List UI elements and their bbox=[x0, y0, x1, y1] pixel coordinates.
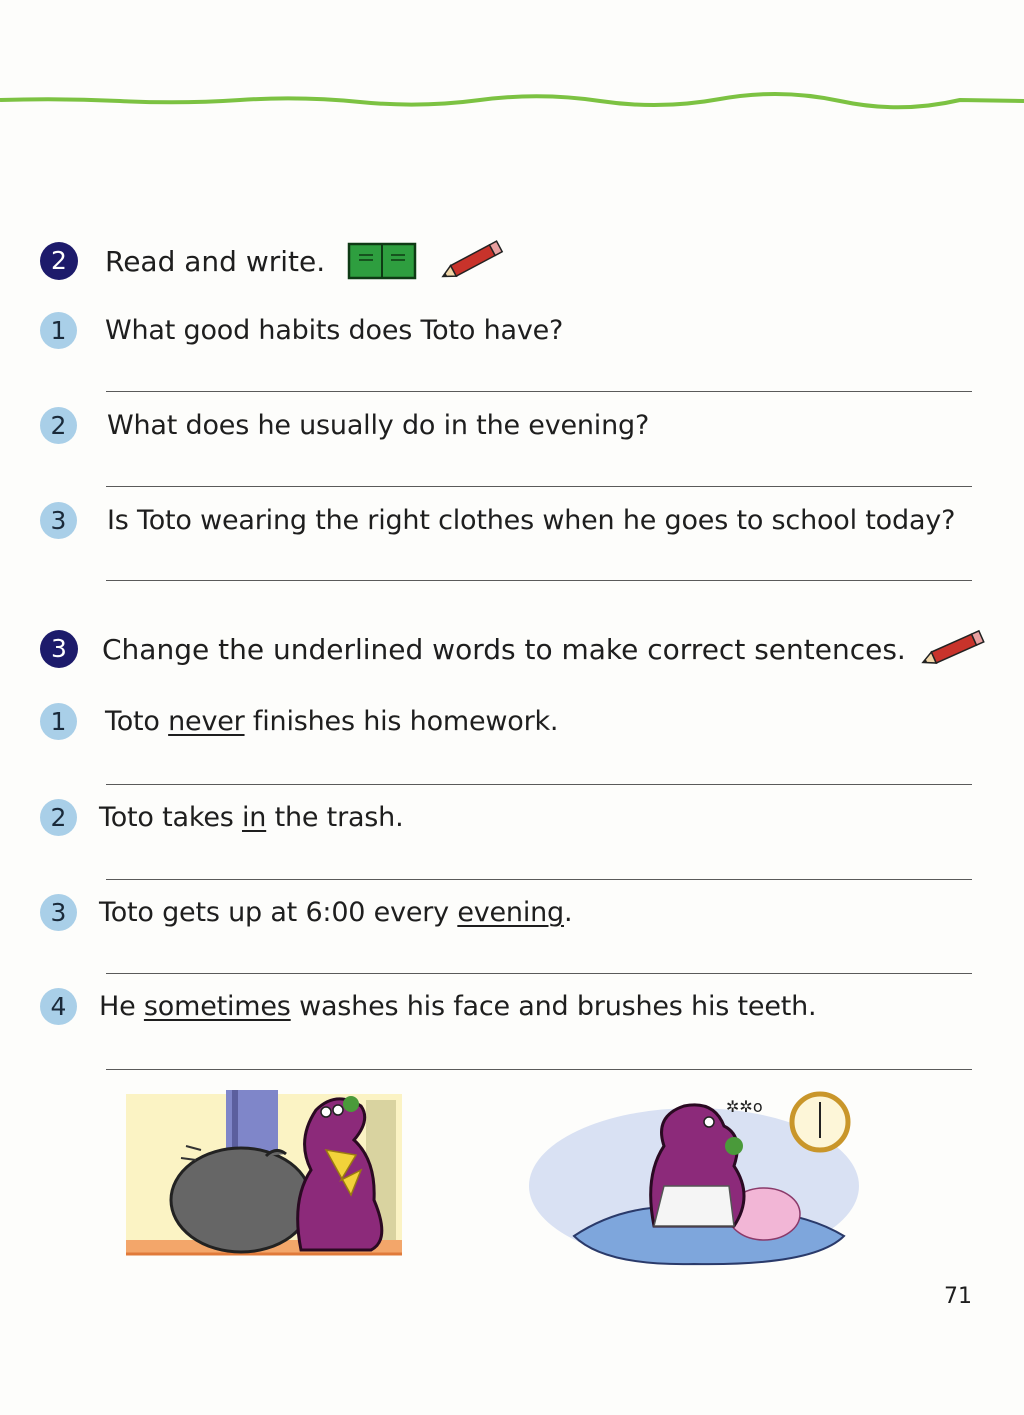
answer-line-s2-q3[interactable] bbox=[106, 580, 972, 581]
answer-line-s3-3[interactable] bbox=[106, 973, 972, 974]
sentence-text-before: Toto bbox=[105, 706, 169, 737]
section-2-question-1 bbox=[40, 312, 563, 349]
section-2-question-3 bbox=[40, 502, 955, 539]
section-3-sentence-1 bbox=[40, 703, 558, 740]
book-icon bbox=[347, 241, 417, 281]
section-3-title: Change the underlined words to make correct sentences. bbox=[102, 632, 906, 666]
section-2-question-2 bbox=[40, 407, 649, 444]
sentence-number: 2 bbox=[40, 799, 77, 836]
sentence-text bbox=[105, 706, 558, 737]
section-2-header bbox=[40, 240, 509, 282]
section-2-number: 2 bbox=[40, 242, 78, 280]
answer-line-s3-4[interactable] bbox=[106, 1069, 972, 1070]
question-text: What good habits does Toto have? bbox=[105, 315, 564, 346]
sentence-text bbox=[99, 802, 403, 833]
top-green-rule bbox=[0, 90, 1024, 114]
illustration-toto-bed bbox=[514, 1086, 860, 1270]
sentence-text-after: the trash. bbox=[266, 802, 404, 833]
question-number: 1 bbox=[40, 312, 77, 349]
question-text: What does he usually do in the evening? bbox=[107, 410, 650, 441]
answer-line-s2-q2[interactable] bbox=[106, 486, 972, 487]
pencil-icon bbox=[916, 628, 990, 670]
answer-line-s3-2[interactable] bbox=[106, 879, 972, 880]
sentence-text bbox=[99, 897, 572, 928]
sentence-text-after: washes his face and brushes his teeth. bbox=[290, 991, 817, 1022]
section-3-header bbox=[40, 628, 990, 670]
pencil-icon bbox=[435, 240, 509, 282]
question-text: Is Toto wearing the right clothes when he goes to school today? bbox=[107, 505, 956, 536]
illustration-toto-trash bbox=[126, 1090, 402, 1258]
question-number: 3 bbox=[40, 502, 77, 539]
underlined-word: sometimes bbox=[143, 991, 291, 1022]
sentence-text-before: Toto takes bbox=[99, 802, 242, 833]
question-number: 2 bbox=[40, 407, 77, 444]
answer-line-s2-q1[interactable] bbox=[106, 391, 972, 392]
section-3-sentence-4 bbox=[40, 988, 816, 1025]
svg-text:✲✲o: ✲✲o bbox=[726, 1097, 763, 1116]
sentence-text-before: Toto gets up at 6:00 every bbox=[99, 897, 458, 928]
section-3-sentence-2 bbox=[40, 799, 403, 836]
underlined-word: evening bbox=[457, 897, 564, 928]
section-3-number: 3 bbox=[40, 630, 78, 668]
underlined-word: never bbox=[168, 706, 245, 737]
underlined-word: in bbox=[241, 802, 267, 833]
sentence-text bbox=[99, 991, 816, 1022]
section-2-title: Read and write. bbox=[105, 244, 326, 278]
page-number: 71 bbox=[944, 1284, 972, 1309]
sentence-text-after: finishes his homework. bbox=[244, 706, 559, 737]
sentence-text-before: He bbox=[99, 991, 144, 1022]
section-3-sentence-3 bbox=[40, 894, 572, 931]
answer-line-s3-1[interactable] bbox=[106, 784, 972, 785]
sentence-number: 4 bbox=[40, 988, 77, 1025]
sentence-number: 3 bbox=[40, 894, 77, 931]
sentence-number: 1 bbox=[40, 703, 77, 740]
sentence-text-after: . bbox=[564, 897, 573, 928]
